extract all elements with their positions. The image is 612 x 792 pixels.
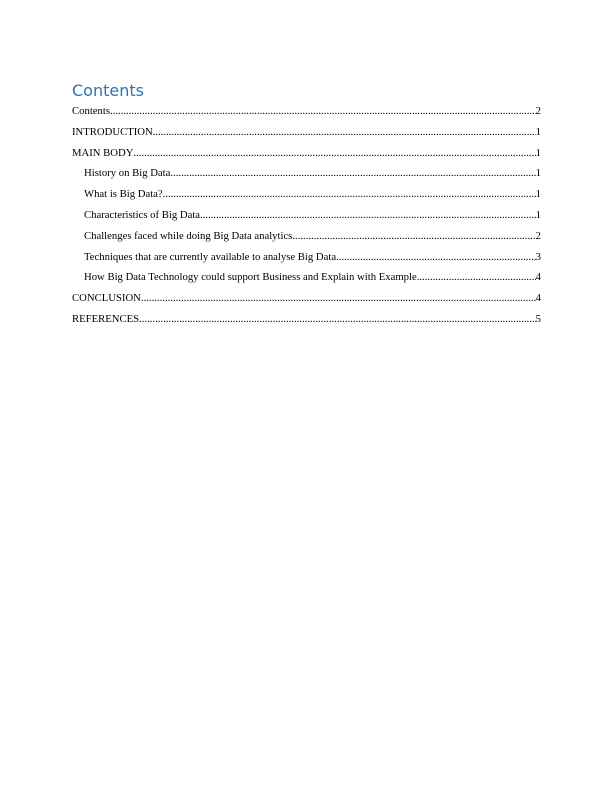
toc-page-number: 1 [535, 188, 541, 201]
toc-entry-introduction[interactable] [72, 122, 541, 143]
toc-page-number: 1 [535, 208, 541, 221]
toc-dot-leader [200, 205, 536, 226]
toc-entry-challenges[interactable] [72, 226, 541, 247]
toc-dot-leader [417, 267, 536, 288]
toc-entry-business-support[interactable] [72, 267, 541, 288]
toc-dot-leader [139, 309, 536, 330]
table-of-contents [72, 101, 541, 330]
toc-page-number: 1 [535, 146, 541, 159]
toc-entry-title: Characteristics of Big Data [84, 208, 201, 221]
toc-entry-contents[interactable] [72, 101, 541, 122]
toc-dot-leader [292, 226, 535, 247]
toc-entry-references[interactable] [72, 309, 541, 330]
toc-entry-conclusion[interactable] [72, 288, 541, 309]
toc-entry-title: Techniques that are currently available to analyse Big Data [84, 250, 337, 263]
toc-dot-leader [163, 184, 536, 205]
toc-heading: Contents [72, 81, 144, 100]
toc-page-number: 1 [535, 125, 541, 138]
toc-entry-title: History on Big Data [84, 167, 171, 180]
toc-entry-what-is-big-data[interactable] [72, 184, 541, 205]
toc-dot-leader [336, 247, 536, 268]
toc-dot-leader [170, 163, 535, 184]
toc-page-number: 2 [535, 105, 541, 117]
toc-entry-characteristics[interactable] [72, 205, 541, 226]
toc-entry-main-body[interactable] [72, 143, 541, 164]
toc-entry-history[interactable] [72, 163, 541, 184]
toc-page-number: 1 [535, 167, 541, 180]
toc-page-number: 4 [535, 271, 541, 284]
toc-entry-title: INTRODUCTION [72, 125, 153, 138]
toc-page-number: 3 [535, 250, 541, 263]
toc-entry-title: REFERENCES [72, 312, 140, 325]
toc-page-number: 2 [535, 229, 541, 242]
toc-dot-leader [141, 288, 536, 309]
toc-page-number: 4 [535, 292, 541, 305]
toc-entry-title: Contents [72, 105, 111, 117]
toc-entry-title: What is Big Data? [84, 188, 163, 201]
toc-entry-title: MAIN BODY [72, 146, 134, 159]
toc-entry-title: Challenges faced while doing Big Data analytics [84, 229, 293, 242]
toc-entry-title: How Big Data Technology could support Business and Explain with Example [84, 271, 417, 284]
toc-dot-leader [133, 143, 535, 164]
toc-dot-leader [153, 122, 536, 143]
toc-page-number: 5 [535, 312, 541, 325]
toc-entry-techniques[interactable] [72, 247, 541, 268]
toc-dot-leader [110, 101, 536, 122]
toc-entry-title: CONCLUSION [72, 292, 141, 305]
